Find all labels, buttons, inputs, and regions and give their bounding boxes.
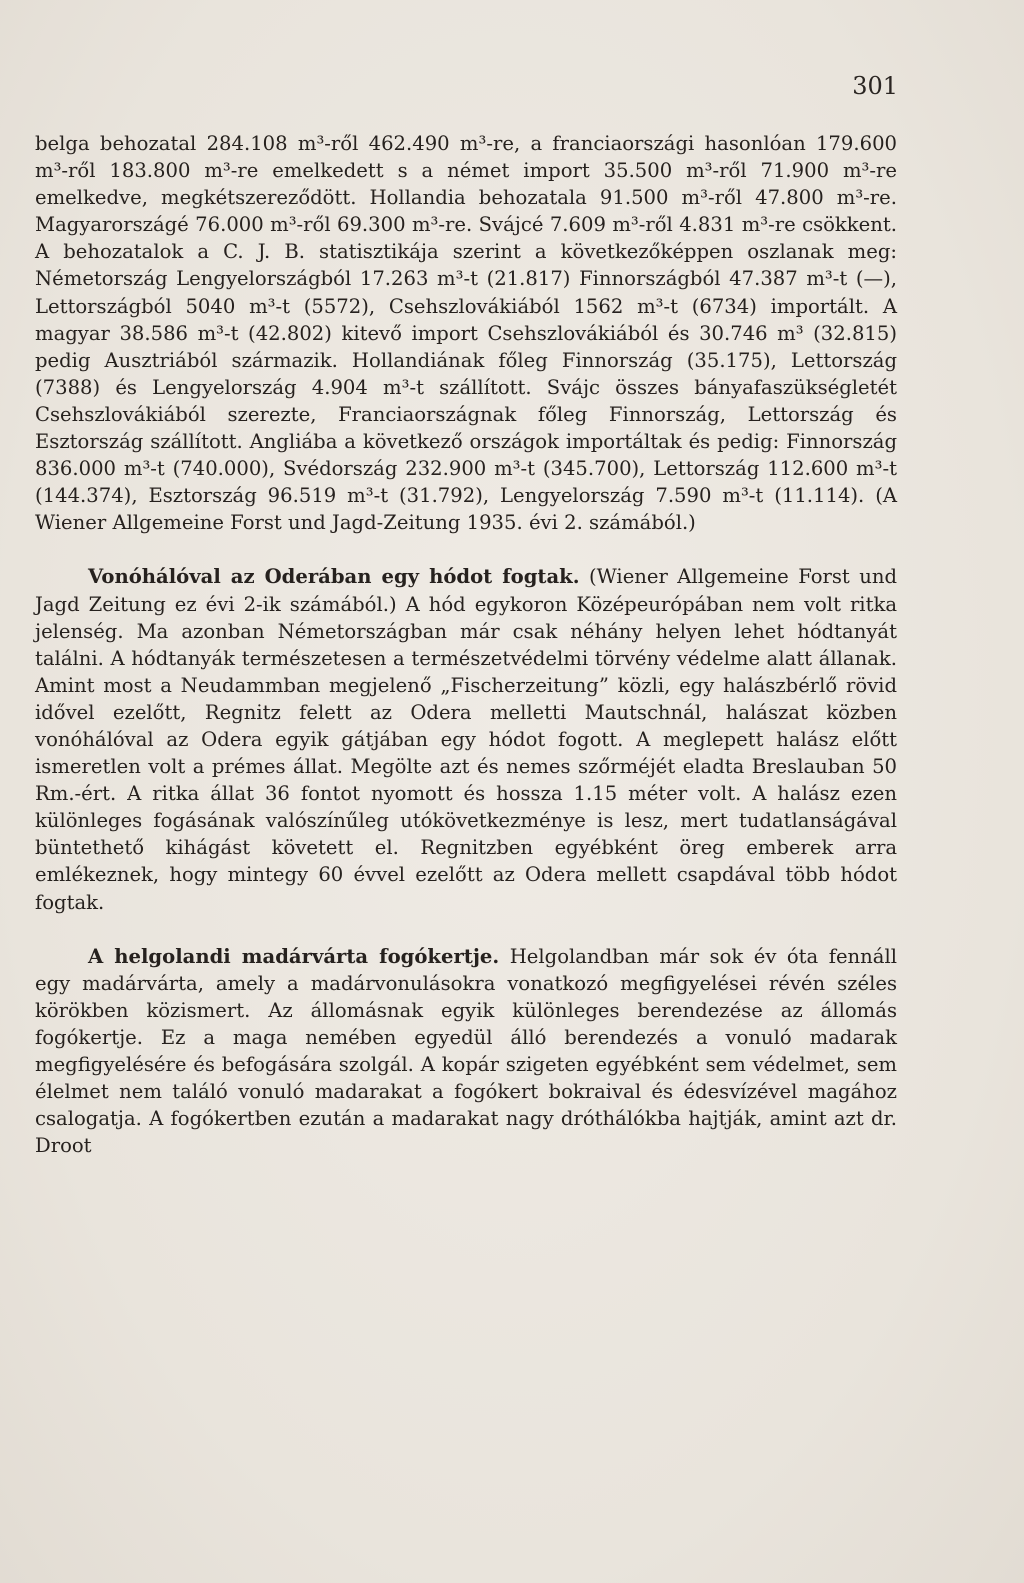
page-number: 301 <box>852 72 898 100</box>
paragraph-text: belga behozatal 284.108 m³-ről 462.490 m³-re, a franciaországi hasonlóan 179.600 m³-ről 183.800 m³-re emelkedett s a német import 35.500 m³-ről 71.900 m³-re emelkedve, megkétszereződött. Hollandia behozatala 91.500 m³-ről 47.800 m³-re. Magyarországé 76.000 m³-ről 69.300 m³-re. Svájcé 7.609 m³-ről 4.831 m³-re csökkent. A behozatalok a C. J. B. statisztikája szerint a következőképpen oszlanak meg: Németország Lengyelországból 17.263 m³-t (21.817) Finnországból 47.387 m³-t (—), Lettországból 5040 m³-t (5572), Csehszlovákiából 1562 m³-t (6734) importált. A magyar 38.586 m³-t (42.802) kitevő import Csehszlovákiából és 30.746 m³ (32.815) pedig Ausztriából származik. Hollandiának főleg Finnország (35.175), Lettország (7388) és Lengyelország 4.904 m³-t szállított. Svájc összes bányafaszükségletét Csehszlovákiából szerezte, Franciaországnak főleg Finnország, Lettország és Esztország szállított. Angliába a következő országok importáltak és pedig: Finnország 836.000 m³-t (740.000), Svédország 232.900 m³-t (345.700), Lettország 112.600 m³-t (144.374), Esztország 96.519 m³-t (31.792), Lengyelország 7.590 m³-t (11.114). (A Wiener Allgemeine Forst und Jagd-Zeitung 1935. évi 2. számából.) <box>35 132 897 535</box>
paragraph-import-statistics <box>35 130 897 536</box>
paragraph-helgoland <box>35 943 897 1160</box>
body-text <box>35 130 897 1159</box>
section-heading: A helgolandi madárvárta fogókertje. <box>88 944 500 968</box>
paragraph-text: Helgolandban már sok év óta fennáll egy madárvárta, amely a madárvonulásokra vonatkozó megfigyelései révén széles körökben közismert. Az állomásnak egyik különleges berendezése az állomás fogókertje. Ez a maga nemében egyedül álló berendezés a vonuló madarak megfigyelésére és befogására szolgál. A kopár szigeten egyébként sem védelmet, sem élelmet nem találó vonuló madarakat a fogókert bokraival és édesvízével magához csalogatja. A fogókertben ezután a madarakat nagy dróthálókba hajtják, amint azt dr. Droot <box>35 944 898 1158</box>
paragraph-text: (Wiener Allgemeine Forst und Jagd Zeitung ez évi 2-ik számából.) A hód egykoron Középeurópában nem volt ritka jelenség. Ma azonban Németországban már csak néhány helyen lehet hódtanyát találni. A hódtanyák természetesen a természetvédelmi törvény védelme alatt állanak. Amint most a Neudammban megjelenő „Fischerzeitung” közli, egy halászbérlő rövid idővel ezelőtt, Regnitz felett az Odera melletti Mautschnál, halászat közben vonóhálóval az Odera egyik gátjában egy hódot fogott. A meglepett halász előtt ismeretlen volt a prémes állat. Megölte azt és nemes szőrméjét eladta Breslauban 50 Rm.-ért. A ritka állat 36 fontot nyomott és hossza 1.15 méter volt. A halász ezen különleges fogásának valószínűleg utókövetkezménye is lesz, mert tudatlanságával büntethető kihágást követett el. Regnitzben egyébként öreg emberek arra emlékeznek, hogy mintegy 60 évvel ezelőtt az Odera mellett csapdával több hódot fogtak. <box>35 565 898 914</box>
section-heading: Vonóhálóval az Oderában egy hódot fogtak. <box>88 565 580 589</box>
paragraph-beaver <box>35 563 897 915</box>
